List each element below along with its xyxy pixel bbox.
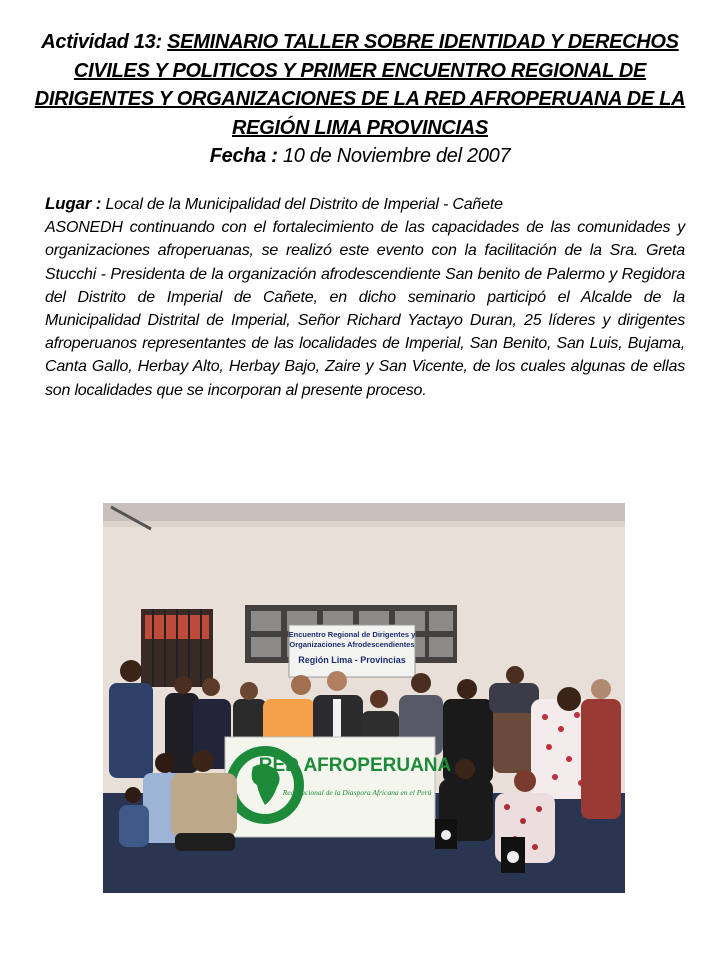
banner-main-subtitle: Red Nacional de la Diaspora Africana en el Perú (282, 788, 432, 797)
activity-label: Actividad 13: (41, 31, 162, 53)
activity-title: SEMINARIO TALLER SOBRE IDENTIDAD Y DERECHOS CIVILES Y POLITICOS Y PRIMER ENCUENTRO REGIONAL DE DIRIGENTES Y ORGANIZACIONES DE LA RED AFROPERUANA DE LA REGIÓN LIMA PROVINCIAS (34, 31, 686, 139)
lugar-value: Local de la Municipalidad del Distrito de Imperial - Cañete (105, 196, 503, 213)
body-text (45, 192, 685, 402)
fecha-value: 10 de Noviembre del 2007 (282, 145, 511, 167)
regional-meeting-banner (289, 625, 417, 677)
group-photo (103, 503, 625, 893)
group-photo-illustration (103, 503, 625, 893)
red-afroperuana-banner (225, 737, 452, 837)
description-paragraph: ASONEDH continuando con el fortalecimiento de las capacidades de las comunidades y organizaciones afroperuanas, se realizó este evento con la facilitación de la Sra. Greta Stucchi - Presidenta de la organización afrodescendiente San benito de Palermo y Regidora del Distrito de Imperial de Cañete, en dicho seminario participó el Alcalde de la Municipalidad Distrital de Imperial, Señor Richard Yactayo Duran, 25 líderes y dirigentes afroperuanos representantes de las localidades de Imperial, San Benito, San Luis, Bujama, Canta Gallo, Herbay Alto, Herbay Bajo, Zaire y San Vicente, de los cuales algunas de ellas son localidades que se incorporan al presente proceso. (45, 219, 685, 399)
lugar-label: Lugar : (45, 194, 102, 213)
banner-top-line1: Encuentro Regional de Dirigentes y (288, 630, 416, 639)
banner-top-line3: Región Lima - Provincias (298, 655, 406, 665)
fecha-label: Fecha : (209, 145, 278, 167)
document-title-block (20, 28, 700, 171)
fecha-line (20, 142, 700, 171)
left-window (141, 609, 213, 687)
lugar-line (45, 192, 685, 216)
banner-top-line2: Organizaciones Afrodescendientes (289, 640, 415, 649)
banner-main-title: RED AFROPERUANA (258, 755, 452, 776)
